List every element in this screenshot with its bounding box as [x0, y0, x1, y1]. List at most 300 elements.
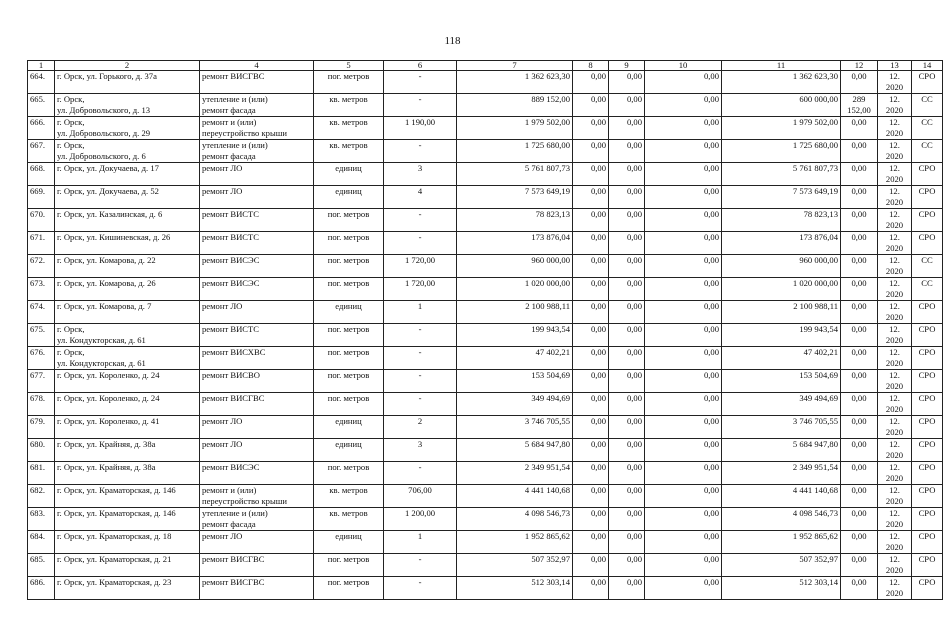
- col9-cell: 0,00: [609, 485, 645, 508]
- quantity-cell: -: [384, 232, 457, 255]
- row-number: 686.: [28, 577, 55, 600]
- address-cell-line: г. Орск, ул. Горького, д. 37а: [57, 71, 157, 81]
- funding-type-cell: СС: [912, 117, 943, 140]
- funding-type-cell: СРО: [912, 485, 943, 508]
- col10-cell: 0,00: [645, 485, 722, 508]
- col10-cell: 0,00: [645, 416, 722, 439]
- quantity-cell: -: [384, 554, 457, 577]
- col9-cell: 0,00: [609, 209, 645, 232]
- table-row: [28, 462, 943, 485]
- deadline-year: 2020: [885, 587, 904, 598]
- quantity-cell: -: [384, 462, 457, 485]
- col11-cell: 512 303,14: [722, 577, 841, 600]
- address-cell-line: ул. Добровольского, д. 6: [57, 150, 146, 161]
- col8-cell: 0,00: [573, 439, 609, 462]
- total-cost-cell: 4 098 546,73: [457, 508, 573, 531]
- column-number-header: 8: [573, 61, 609, 71]
- address-cell: [55, 278, 200, 301]
- col12-cell-line: 0,00: [851, 554, 867, 564]
- row-number: 673.: [28, 278, 55, 301]
- deadline-year: 2020: [885, 472, 904, 483]
- work-type-cell: [200, 209, 314, 232]
- col10-cell: 0,00: [645, 278, 722, 301]
- quantity-cell: -: [384, 71, 457, 94]
- col11-cell: 2 349 951,54: [722, 462, 841, 485]
- address-cell-line: г. Орск, ул. Крайняя, д. 38а: [57, 439, 156, 449]
- col10-cell: 0,00: [645, 140, 722, 163]
- col9-cell: 0,00: [609, 94, 645, 117]
- deadline-month: 12.: [889, 577, 900, 587]
- address-cell: [55, 232, 200, 255]
- deadline-cell: [878, 370, 912, 393]
- col11-cell: 2 100 988,11: [722, 301, 841, 324]
- deadline-cell: [878, 347, 912, 370]
- deadline-cell: [878, 163, 912, 186]
- funding-type-cell: СРО: [912, 531, 943, 554]
- table-row: [28, 186, 943, 209]
- unit-cell: пог. метров: [314, 255, 384, 278]
- work-type-cell-line: ремонт фасада: [202, 518, 256, 529]
- deadline-month: 12.: [889, 117, 900, 127]
- col12-cell: [841, 94, 878, 117]
- address-cell-line: г. Орск,: [57, 140, 85, 150]
- col10-cell: 0,00: [645, 508, 722, 531]
- deadline-month: 12.: [889, 324, 900, 334]
- address-cell: [55, 462, 200, 485]
- work-type-cell-line: ремонт фасада: [202, 150, 256, 161]
- quantity-cell: 4: [384, 186, 457, 209]
- deadline-year: 2020: [885, 564, 904, 575]
- address-cell: [55, 439, 200, 462]
- col11-cell: 349 494,69: [722, 393, 841, 416]
- col11-cell: 960 000,00: [722, 255, 841, 278]
- unit-cell: кв. метров: [314, 94, 384, 117]
- address-cell-line: г. Орск, ул. Докучаева, д. 52: [57, 186, 159, 196]
- col10-cell: 0,00: [645, 439, 722, 462]
- table-body: [28, 71, 943, 600]
- total-cost-cell: 47 402,21: [457, 347, 573, 370]
- address-cell: [55, 554, 200, 577]
- col8-cell: 0,00: [573, 531, 609, 554]
- address-cell-line: г. Орск, ул. Краматорская, д. 146: [57, 508, 176, 518]
- col12-cell-line: 0,00: [851, 370, 867, 380]
- deadline-year: 2020: [885, 495, 904, 506]
- table-row: [28, 94, 943, 117]
- deadline-month: 12.: [889, 439, 900, 449]
- column-number-header: 11: [722, 61, 841, 71]
- row-number: 674.: [28, 301, 55, 324]
- col11-cell: 78 823,13: [722, 209, 841, 232]
- deadline-year: 2020: [885, 403, 904, 414]
- col11-cell: 1 020 000,00: [722, 278, 841, 301]
- col10-cell: 0,00: [645, 117, 722, 140]
- work-type-cell-line: ремонт ВИСГВС: [202, 393, 265, 403]
- quantity-cell: -: [384, 209, 457, 232]
- col12-cell-line: 0,00: [851, 531, 867, 541]
- col8-cell: 0,00: [573, 508, 609, 531]
- col12-cell: [841, 301, 878, 324]
- total-cost-cell: 173 876,04: [457, 232, 573, 255]
- address-cell: [55, 393, 200, 416]
- funding-type-cell: СРО: [912, 71, 943, 94]
- col12-cell: [841, 416, 878, 439]
- col10-cell: 0,00: [645, 71, 722, 94]
- address-cell: [55, 163, 200, 186]
- quantity-cell: 1 720,00: [384, 278, 457, 301]
- quantity-cell: -: [384, 324, 457, 347]
- funding-type-cell: СРО: [912, 232, 943, 255]
- funding-type-cell: СС: [912, 94, 943, 117]
- col12-cell-line: 0,00: [851, 232, 867, 242]
- row-number: 684.: [28, 531, 55, 554]
- column-number-header: 7: [457, 61, 573, 71]
- col8-cell: 0,00: [573, 416, 609, 439]
- work-type-cell-line: переустройство крыши: [202, 127, 287, 138]
- funding-type-cell: СРО: [912, 554, 943, 577]
- address-cell: [55, 347, 200, 370]
- address-cell-line: ул. Кондукторская, д. 61: [57, 357, 146, 368]
- col12-cell: [841, 278, 878, 301]
- address-cell-line: г. Орск, ул. Комарова, д. 22: [57, 255, 156, 265]
- table-row: [28, 278, 943, 301]
- col11-cell: 4 441 140,68: [722, 485, 841, 508]
- deadline-cell: [878, 140, 912, 163]
- quantity-cell: -: [384, 393, 457, 416]
- total-cost-cell: 1 979 502,00: [457, 117, 573, 140]
- funding-type-cell: СС: [912, 255, 943, 278]
- col12-cell-line: 0,00: [851, 255, 867, 265]
- col12-cell: [841, 393, 878, 416]
- work-type-cell: [200, 393, 314, 416]
- work-type-cell-line: ремонт ВИСХВС: [202, 347, 266, 357]
- funding-type-cell: СРО: [912, 393, 943, 416]
- col8-cell: 0,00: [573, 186, 609, 209]
- work-type-cell: [200, 324, 314, 347]
- table-row: [28, 163, 943, 186]
- col12-cell: [841, 577, 878, 600]
- work-type-cell: [200, 554, 314, 577]
- row-number: 665.: [28, 94, 55, 117]
- col12-cell: [841, 232, 878, 255]
- funding-type-cell: СРО: [912, 439, 943, 462]
- col8-cell: 0,00: [573, 554, 609, 577]
- work-type-cell-line: утепление и (или): [202, 508, 268, 518]
- col12-cell-line: 0,00: [851, 301, 867, 311]
- col9-cell: 0,00: [609, 508, 645, 531]
- address-cell: [55, 71, 200, 94]
- row-number: 666.: [28, 117, 55, 140]
- deadline-cell: [878, 393, 912, 416]
- page-number: 118: [444, 35, 461, 47]
- col11-cell: 47 402,21: [722, 347, 841, 370]
- total-cost-cell: 7 573 649,19: [457, 186, 573, 209]
- col12-cell-line: 0,00: [851, 439, 867, 449]
- row-number: 680.: [28, 439, 55, 462]
- work-type-cell-line: ремонт ВИСГВС: [202, 577, 265, 587]
- table-row: [28, 393, 943, 416]
- col9-cell: 0,00: [609, 324, 645, 347]
- address-cell-line: г. Орск, ул. Казалинская, д. 6: [57, 209, 163, 219]
- col10-cell: 0,00: [645, 324, 722, 347]
- quantity-cell: -: [384, 370, 457, 393]
- work-type-cell: [200, 508, 314, 531]
- quantity-cell: 2: [384, 416, 457, 439]
- row-number: 672.: [28, 255, 55, 278]
- deadline-month: 12.: [889, 209, 900, 219]
- col8-cell: 0,00: [573, 209, 609, 232]
- col8-cell: 0,00: [573, 577, 609, 600]
- work-type-cell: [200, 301, 314, 324]
- address-cell-line: г. Орск, ул. Комарова, д. 26: [57, 278, 156, 288]
- funding-type-cell: СРО: [912, 347, 943, 370]
- row-number: 664.: [28, 71, 55, 94]
- unit-cell: пог. метров: [314, 462, 384, 485]
- address-cell: [55, 255, 200, 278]
- quantity-cell: -: [384, 140, 457, 163]
- work-type-cell: [200, 531, 314, 554]
- funding-type-cell: СРО: [912, 416, 943, 439]
- deadline-year: 2020: [885, 127, 904, 138]
- deadline-month: 12.: [889, 255, 900, 265]
- work-type-cell: [200, 140, 314, 163]
- row-number: 667.: [28, 140, 55, 163]
- col12-cell-line: 0,00: [851, 278, 867, 288]
- deadline-year: 2020: [885, 104, 904, 115]
- work-type-cell: [200, 278, 314, 301]
- funding-type-cell: СРО: [912, 462, 943, 485]
- col12-cell-line: 289: [852, 94, 866, 104]
- column-number-header: 12: [841, 61, 878, 71]
- total-cost-cell: 1 362 623,30: [457, 71, 573, 94]
- deadline-cell: [878, 462, 912, 485]
- deadline-month: 12.: [889, 186, 900, 196]
- row-number: 671.: [28, 232, 55, 255]
- deadline-year: 2020: [885, 426, 904, 437]
- work-type-cell-line: ремонт ВИСГВС: [202, 71, 265, 81]
- column-number-header: 4: [200, 61, 314, 71]
- col9-cell: 0,00: [609, 370, 645, 393]
- deadline-year: 2020: [885, 81, 904, 92]
- table-row: [28, 301, 943, 324]
- col12-cell-line: 0,00: [851, 117, 867, 127]
- work-type-cell-line: ремонт ВИСВО: [202, 370, 260, 380]
- work-type-cell: [200, 416, 314, 439]
- column-number-header: 2: [55, 61, 200, 71]
- total-cost-cell: 507 352,97: [457, 554, 573, 577]
- col12-cell-line: 0,00: [851, 485, 867, 495]
- deadline-year: 2020: [885, 357, 904, 368]
- unit-cell: кв. метров: [314, 485, 384, 508]
- total-cost-cell: 1 020 000,00: [457, 278, 573, 301]
- col12-cell: [841, 209, 878, 232]
- col9-cell: 0,00: [609, 347, 645, 370]
- funding-type-cell: СС: [912, 140, 943, 163]
- work-type-cell: [200, 347, 314, 370]
- unit-cell: единиц: [314, 186, 384, 209]
- col12-cell: [841, 71, 878, 94]
- total-cost-cell: 2 100 988,11: [457, 301, 573, 324]
- col12-cell: [841, 255, 878, 278]
- col9-cell: 0,00: [609, 462, 645, 485]
- col12-cell: [841, 140, 878, 163]
- col12-cell: [841, 462, 878, 485]
- col10-cell: 0,00: [645, 209, 722, 232]
- unit-cell: пог. метров: [314, 554, 384, 577]
- address-cell-line: г. Орск, ул. Крайняя, д. 38а: [57, 462, 156, 472]
- deadline-month: 12.: [889, 531, 900, 541]
- col12-cell-line: 0,00: [851, 393, 867, 403]
- address-cell: [55, 186, 200, 209]
- total-cost-cell: 5 761 807,73: [457, 163, 573, 186]
- work-type-cell: [200, 577, 314, 600]
- deadline-month: 12.: [889, 347, 900, 357]
- col12-cell-line: 0,00: [851, 186, 867, 196]
- deadline-cell: [878, 577, 912, 600]
- col10-cell: 0,00: [645, 370, 722, 393]
- deadline-cell: [878, 278, 912, 301]
- address-cell-line: г. Орск, ул. Краматорская, д. 21: [57, 554, 172, 564]
- address-cell: [55, 531, 200, 554]
- funding-type-cell: СРО: [912, 209, 943, 232]
- column-number-header: 13: [878, 61, 912, 71]
- col11-cell: 7 573 649,19: [722, 186, 841, 209]
- address-cell: [55, 140, 200, 163]
- address-cell: [55, 324, 200, 347]
- quantity-cell: 1 200,00: [384, 508, 457, 531]
- col10-cell: 0,00: [645, 255, 722, 278]
- unit-cell: пог. метров: [314, 370, 384, 393]
- total-cost-cell: 4 441 140,68: [457, 485, 573, 508]
- col12-cell-line: 0,00: [851, 462, 867, 472]
- col10-cell: 0,00: [645, 301, 722, 324]
- col9-cell: 0,00: [609, 140, 645, 163]
- deadline-month: 12.: [889, 301, 900, 311]
- col12-cell: [841, 324, 878, 347]
- deadline-cell: [878, 255, 912, 278]
- deadline-month: 12.: [889, 554, 900, 564]
- total-cost-cell: 2 349 951,54: [457, 462, 573, 485]
- col11-cell: 1 952 865,62: [722, 531, 841, 554]
- deadline-year: 2020: [885, 334, 904, 345]
- work-type-cell: [200, 255, 314, 278]
- total-cost-cell: 889 152,00: [457, 94, 573, 117]
- address-cell-line: г. Орск,: [57, 324, 85, 334]
- address-cell-line: г. Орск, ул. Короленко, д. 24: [57, 393, 160, 403]
- col12-cell-line: 0,00: [851, 347, 867, 357]
- table-row: [28, 209, 943, 232]
- address-cell-line: г. Орск,: [57, 94, 85, 104]
- deadline-cell: [878, 117, 912, 140]
- table-row: [28, 370, 943, 393]
- work-type-cell: [200, 163, 314, 186]
- col8-cell: 0,00: [573, 462, 609, 485]
- table-row: [28, 439, 943, 462]
- table-row: [28, 485, 943, 508]
- funding-type-cell: СРО: [912, 301, 943, 324]
- col12-cell: [841, 485, 878, 508]
- quantity-cell: -: [384, 577, 457, 600]
- column-number-row: [28, 61, 943, 71]
- deadline-year: 2020: [885, 518, 904, 529]
- total-cost-cell: 199 943,54: [457, 324, 573, 347]
- deadline-year: 2020: [885, 242, 904, 253]
- row-number: 681.: [28, 462, 55, 485]
- deadline-month: 12.: [889, 508, 900, 518]
- address-cell: [55, 485, 200, 508]
- deadline-year: 2020: [885, 541, 904, 552]
- row-number: 678.: [28, 393, 55, 416]
- deadline-cell: [878, 209, 912, 232]
- row-number: 668.: [28, 163, 55, 186]
- address-cell: [55, 94, 200, 117]
- col12-cell: [841, 370, 878, 393]
- deadline-cell: [878, 439, 912, 462]
- unit-cell: единиц: [314, 163, 384, 186]
- table-row: [28, 255, 943, 278]
- col10-cell: 0,00: [645, 554, 722, 577]
- work-type-cell-line: ремонт ВИСЭС: [202, 255, 260, 265]
- address-cell-line: г. Орск, ул. Комарова, д. 7: [57, 301, 152, 311]
- work-type-cell: [200, 94, 314, 117]
- total-cost-cell: 3 746 705,55: [457, 416, 573, 439]
- col11-cell: 5 684 947,80: [722, 439, 841, 462]
- work-type-cell-line: переустройство крыши: [202, 495, 287, 506]
- col8-cell: 0,00: [573, 485, 609, 508]
- work-type-cell-line: ремонт ВИСЭС: [202, 462, 260, 472]
- table-row: [28, 324, 943, 347]
- col8-cell: 0,00: [573, 117, 609, 140]
- unit-cell: пог. метров: [314, 232, 384, 255]
- col8-cell: 0,00: [573, 347, 609, 370]
- address-cell-line: ул. Кондукторская, д. 61: [57, 334, 146, 345]
- table-row: [28, 577, 943, 600]
- col8-cell: 0,00: [573, 301, 609, 324]
- funding-type-cell: СРО: [912, 508, 943, 531]
- col9-cell: 0,00: [609, 393, 645, 416]
- col10-cell: 0,00: [645, 232, 722, 255]
- deadline-cell: [878, 186, 912, 209]
- col8-cell: 0,00: [573, 255, 609, 278]
- col12-cell-line: 0,00: [851, 508, 867, 518]
- deadline-month: 12.: [889, 462, 900, 472]
- deadline-month: 12.: [889, 278, 900, 288]
- col11-cell: 1 725 680,00: [722, 140, 841, 163]
- col11-cell: 199 943,54: [722, 324, 841, 347]
- deadline-cell: [878, 94, 912, 117]
- table-row: [28, 71, 943, 94]
- table-row: [28, 508, 943, 531]
- col8-cell: 0,00: [573, 140, 609, 163]
- deadline-year: 2020: [885, 288, 904, 299]
- deadline-cell: [878, 531, 912, 554]
- col11-cell: 1 362 623,30: [722, 71, 841, 94]
- row-number: 682.: [28, 485, 55, 508]
- work-type-cell-line: ремонт ВИСТС: [202, 324, 260, 334]
- column-number-header: 9: [609, 61, 645, 71]
- address-cell: [55, 209, 200, 232]
- work-type-cell-line: утепление и (или): [202, 140, 268, 150]
- quantity-cell: -: [384, 94, 457, 117]
- unit-cell: кв. метров: [314, 140, 384, 163]
- col11-cell: 3 746 705,55: [722, 416, 841, 439]
- unit-cell: единиц: [314, 416, 384, 439]
- col12-cell: [841, 347, 878, 370]
- col8-cell: 0,00: [573, 393, 609, 416]
- work-type-cell-line: ремонт и (или): [202, 485, 257, 495]
- unit-cell: кв. метров: [314, 508, 384, 531]
- address-cell-line: г. Орск, ул. Кишиневская, д. 26: [57, 232, 171, 242]
- col9-cell: 0,00: [609, 232, 645, 255]
